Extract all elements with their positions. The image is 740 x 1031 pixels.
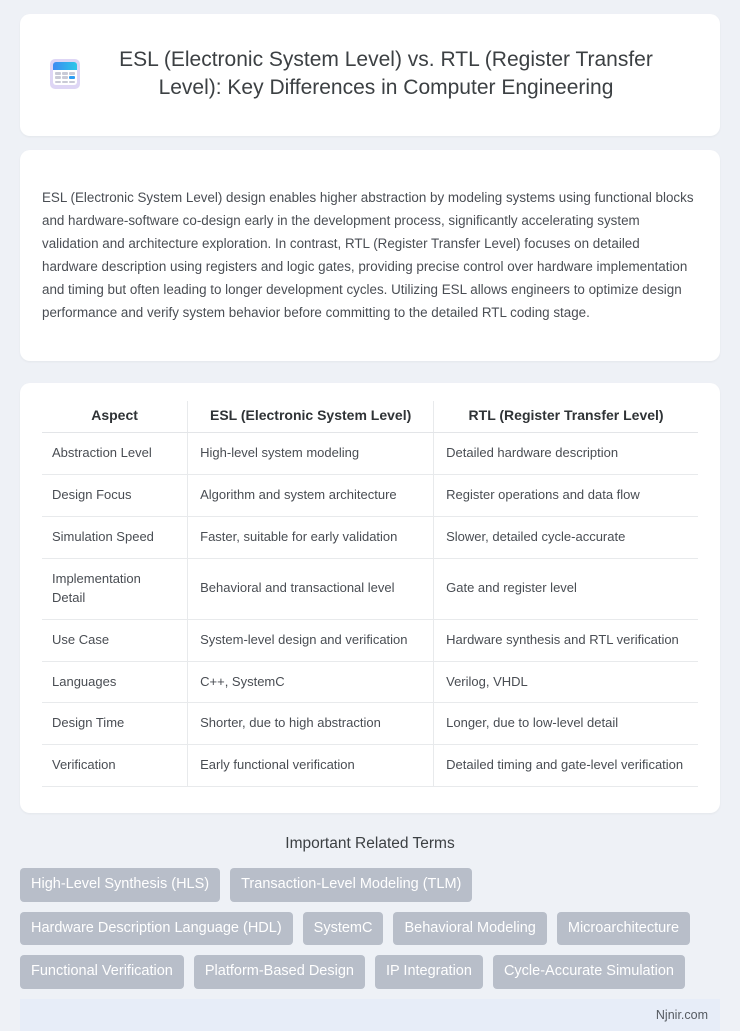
related-term-tag[interactable]: Platform-Based Design: [194, 955, 365, 989]
cell-rtl: Hardware synthesis and RTL verification: [434, 619, 698, 661]
related-terms-title: Important Related Terms: [285, 835, 455, 853]
cell-esl: Faster, suitable for early validation: [188, 517, 434, 559]
cell-esl: Algorithm and system architecture: [188, 475, 434, 517]
calendar-cell: [62, 76, 68, 79]
related-term-tag[interactable]: Transaction-Level Modeling (TLM): [230, 868, 472, 902]
table-row: [42, 475, 698, 517]
column-header-rtl: RTL (Register Transfer Level): [434, 401, 698, 433]
calendar-cell: [55, 76, 61, 79]
related-terms-list: [20, 868, 720, 989]
page-title: ESL (Electronic System Level) vs. RTL (Register Transfer Level): Key Differences in Computer Engineering: [119, 48, 653, 100]
related-term-tag[interactable]: High-Level Synthesis (HLS): [20, 868, 220, 902]
comparison-table-body: [42, 433, 698, 787]
calendar-icon-grid: [53, 70, 77, 85]
calendar-cell: [55, 81, 61, 84]
table-row: [42, 745, 698, 787]
table-row: [42, 703, 698, 745]
cell-rtl: Verilog, VHDL: [434, 661, 698, 703]
cell-aspect: Abstraction Level: [42, 433, 188, 475]
cell-esl: System-level design and verification: [188, 619, 434, 661]
column-header-esl: ESL (Electronic System Level): [188, 401, 434, 433]
related-term-tag[interactable]: Functional Verification: [20, 955, 184, 989]
related-terms-section: [20, 835, 720, 989]
cell-rtl: Longer, due to low-level detail: [434, 703, 698, 745]
cell-rtl: Detailed hardware description: [434, 433, 698, 475]
cell-aspect: Languages: [42, 661, 188, 703]
cell-esl: High-level system modeling: [188, 433, 434, 475]
cell-esl: Early functional verification: [188, 745, 434, 787]
comparison-table-head: [42, 401, 698, 433]
related-term-tag[interactable]: Cycle-Accurate Simulation: [493, 955, 685, 989]
footer-bar: [20, 999, 720, 1031]
column-header-aspect: Aspect: [42, 401, 188, 433]
calendar-cell-highlight: [69, 76, 75, 79]
calendar-cell: [69, 81, 75, 84]
description-text: ESL (Electronic System Level) design enables higher abstraction by modeling systems using functional blocks and hardware-software co-design early in the development process, significantly accelerating system validation and architecture exploration. In contrast, RTL (Register Transfer Level) focuses on detailed hardware description using registers and logic gates, providing precise control over hardware implementation and timing but often leading to longer development cycles. Utilizing ESL allows engineers to optimize design performance and verify system behavior before committing to the detailed RTL coding stage.: [42, 189, 694, 320]
calendar-cell: [55, 72, 61, 75]
cell-esl: Shorter, due to high abstraction: [188, 703, 434, 745]
title-card: [20, 14, 720, 136]
calendar-cell: [69, 72, 75, 75]
table-header-row: [42, 401, 698, 433]
related-term-tag[interactable]: Behavioral Modeling: [393, 912, 546, 946]
calendar-cell: [62, 81, 68, 84]
calendar-icon: [50, 59, 80, 89]
tag-row: [20, 868, 720, 902]
cell-aspect: Implementation Detail: [42, 558, 188, 619]
footer-site-name: Njnir.com: [655, 1007, 708, 1022]
cell-esl: Behavioral and transactional level: [188, 558, 434, 619]
calendar-cell: [62, 72, 68, 75]
cell-aspect: Verification: [42, 745, 188, 787]
table-row: [42, 433, 698, 475]
cell-rtl: Slower, detailed cycle-accurate: [434, 517, 698, 559]
comparison-table-card: [20, 383, 720, 813]
cell-aspect: Design Time: [42, 703, 188, 745]
cell-aspect: Use Case: [42, 619, 188, 661]
cell-rtl: Register operations and data flow: [434, 475, 698, 517]
cell-esl: C++, SystemC: [188, 661, 434, 703]
table-row: [42, 558, 698, 619]
related-term-tag[interactable]: Hardware Description Language (HDL): [20, 912, 293, 946]
description-card: [20, 150, 720, 361]
table-row: [42, 517, 698, 559]
cell-aspect: Simulation Speed: [42, 517, 188, 559]
calendar-icon-header: [53, 62, 77, 70]
cell-aspect: Design Focus: [42, 475, 188, 517]
cell-rtl: Detailed timing and gate-level verification: [434, 745, 698, 787]
table-row: [42, 619, 698, 661]
cell-rtl: Gate and register level: [434, 558, 698, 619]
related-term-tag[interactable]: SystemC: [303, 912, 384, 946]
related-term-tag[interactable]: IP Integration: [375, 955, 483, 989]
tag-row: [20, 955, 720, 989]
table-row: [42, 661, 698, 703]
tag-row: [20, 912, 720, 946]
related-term-tag[interactable]: Microarchitecture: [557, 912, 690, 946]
comparison-table: [42, 401, 698, 787]
